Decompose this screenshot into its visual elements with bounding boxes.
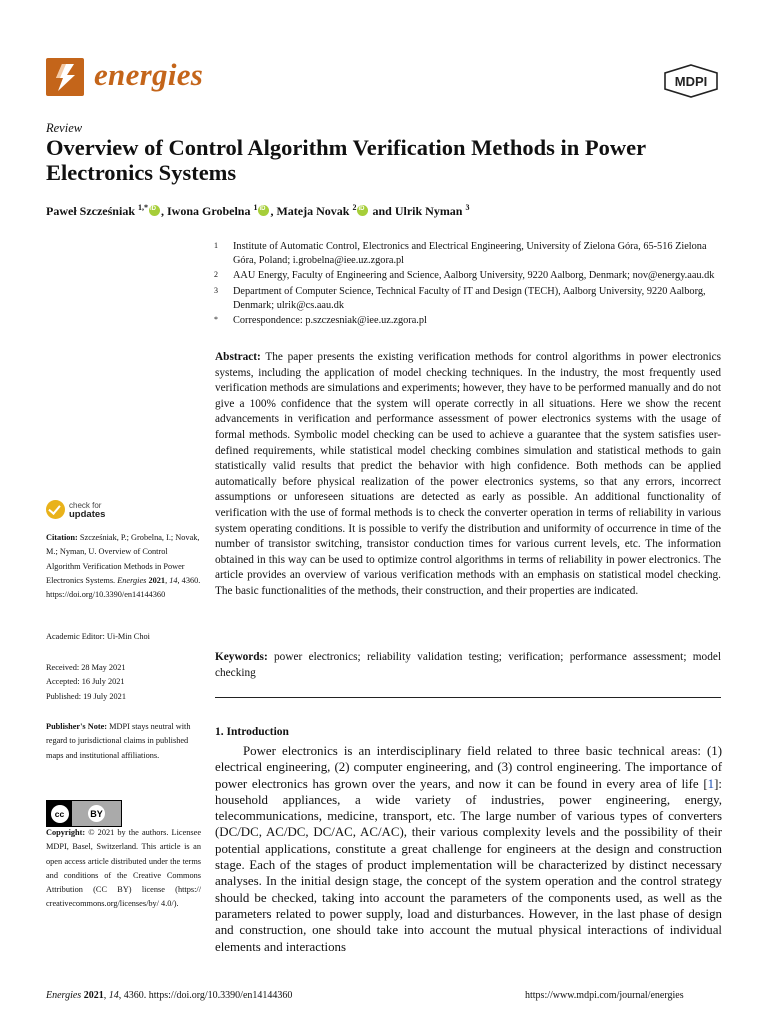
intro-text-1: Power electronics is an interdisciplinary field related to three basic technical areas: (1) electrical engineering, (2) computer engineering, and (3) control engineering. The importance of power electronics has grown over the years, and now it can be found in every area of life [	[215, 744, 722, 791]
orcid-icon[interactable]	[357, 205, 368, 216]
reference-link[interactable]: 1	[707, 776, 715, 791]
citation-volume: 14	[169, 575, 178, 585]
article-title: Overview of Control Algorithm Verification Methods in Power Electronics Systems	[46, 135, 646, 185]
abstract	[215, 350, 721, 600]
orcid-icon[interactable]	[149, 205, 160, 216]
affiliation-text: Department of Computer Science, Technical Faculty of IT and Design (TECH), Aalborg University, 9220 Aalborg, Denmark; ulrik@cs.aau.dk	[233, 285, 706, 311]
affiliation-text: Institute of Automatic Control, Electronics and Electrical Engineering, University of Zielona Góra, 65-516 Zielona Góra, Poland; i.grobelna@iee.uz.zgora.pl	[233, 241, 707, 267]
author-separator: and	[369, 204, 395, 218]
intro-text-2: ]: household appliances, a wide variety of industries, power engineering, energy, telecommunications, medicine, transport, etc. The large number of various types of converters (DC/DC, AC/DC, DC/AC, AC/AC), their various complexity levels and the possibility of their potential applications, constitute a great challenge for engineers at the design and construction stage. Each of the stages of product implementation will be characterized by distinct necessary analyses. In the initial design stage, the concept of the system operation and the control strategy should be checked, taking into account the parameters of the components used, as well as the parameters related to power supply, load and disturbances. However, in the last phase of design and construction, one should take into account the mutual physical interactions of individual elements and interactions	[215, 776, 722, 954]
footer-sep: ,	[103, 990, 109, 1001]
accepted-date: Accepted: 16 July 2021	[46, 677, 125, 687]
author-separator: ,	[161, 204, 167, 218]
academic-editor: Academic Editor: Ui-Min Choi	[46, 632, 150, 641]
citation-sep: ,	[165, 575, 170, 585]
checkmark-icon	[46, 500, 65, 519]
abstract-label: Abstract:	[215, 351, 261, 363]
footer-year: 2021	[81, 990, 104, 1001]
cc-icon: cc	[51, 805, 69, 823]
received-date: Received: 28 May 2021	[46, 663, 126, 672]
publisher-note	[46, 720, 201, 763]
journal-name: energies	[94, 57, 204, 92]
publisher-note-text: MDPI stays neutral with regard to jurisdictional claims in published maps and institutional affiliations.	[46, 722, 191, 760]
footer-journal: Energies	[46, 990, 82, 1001]
affiliation-item	[214, 285, 724, 313]
copyright-label: Copyright:	[46, 828, 86, 837]
author-affiliation-mark: 1	[253, 203, 258, 212]
affiliation-text: Correspondence: p.szczesniak@iee.uz.zgora.pl	[233, 315, 427, 327]
affiliation-text: AAU Energy, Faculty of Engineering and Science, Aalborg University, 9220 Aalborg, Denmark; nov@energy.aau.dk	[233, 270, 715, 282]
cc-by-license-badge[interactable]	[46, 800, 122, 827]
published-date: Published: 19 July 2021	[46, 691, 126, 701]
intro-paragraph	[215, 743, 722, 955]
footer-journal-url[interactable]: https://www.mdpi.com/journal/energies	[525, 990, 684, 1001]
author-separator: ,	[270, 204, 277, 218]
lightning-bolt-icon	[46, 58, 84, 96]
author-name: Mateja Novak	[276, 204, 353, 218]
check-for-label: check for	[69, 500, 102, 510]
publisher-logo	[663, 64, 719, 98]
abstract-text: The paper presents the existing verification methods for control algorithms in power electronics systems, including the application of model checking techniques. In the industry, the most frequently used verification methods are simulations and experiments; however, they have to be performed manually and do not give a 100% confidence that the system will operate correctly in all situations. Here we show the recent advancements in verification and performance assessment of power electronics systems with the usage of formal methods. Symbolic model checking can be used to achieve a guarantee that the system satisfies user-defined requirements, while statistical model checking combines simulation and statistical methods to gain statistically valid results that predict the behavior with high confidence. Both methods can be applied automatically before physical realization of the power electronics systems, so that any errors, incorrect assumptions or unforeseen situations are detected as early as possible. An additional functionality of verification with the use of formal methods is to check the converter operation in terms of reliability in various system operating conditions. It is possible to verify the distribution and uniformity of occurrence in time of the number of transistor switching, transistor conduction times for various current levels, etc. The information obtained in this way can be used to optimize control algorithms in terms of reliability in power electronics. The article provides an overview of various verification methods with an emphasis on statistical model checking. The basic functionalities of the methods, their construction, and their properties are indicated.	[215, 351, 721, 597]
article-type: Review	[46, 121, 83, 135]
author-affiliation-mark: 1,*	[138, 203, 148, 212]
author-list	[46, 203, 469, 219]
section-divider	[215, 697, 721, 698]
citation-pages: , 4360.	[177, 575, 201, 585]
author-affiliation-mark: 2	[352, 203, 357, 212]
affiliations	[214, 240, 724, 329]
copyright-text: © 2021 by the authors. Licensee MDPI, Basel, Switzerland. This article is an open access article distributed under the terms and conditions of the Creative Commons Attribution (CC BY) license (https:// creativecommons.org/licenses/by/ 4.0/).	[46, 828, 202, 909]
citation	[46, 531, 201, 602]
orcid-icon[interactable]	[258, 205, 269, 216]
introduction-body	[215, 743, 722, 955]
footer-doi[interactable]: , 4360. https://doi.org/10.3390/en14144360	[118, 990, 293, 1001]
author-name: Paweł Szcześniak	[46, 204, 138, 218]
citation-label: Citation:	[46, 533, 78, 542]
keywords-text: power electronics; reliability validation testing; verification; performance assessment; model checking	[215, 651, 721, 679]
author-affiliation-mark: 3	[465, 203, 470, 212]
affiliation-number: *	[214, 315, 218, 325]
author-name: Ulrik Nyman	[394, 204, 466, 218]
by-icon: BY	[88, 805, 105, 822]
affiliation-item	[214, 269, 724, 283]
affiliation-number: 3	[214, 285, 218, 295]
journal-logo	[46, 58, 84, 96]
citation-doi-link[interactable]: https://doi.org/10.3390/en14144360	[46, 590, 166, 600]
author-name: Iwona Grobelna	[167, 204, 254, 218]
citation-text: Szcześniak, P.; Grobelna, I.; Novak, M.; Nyman, U. Overview of Control Algorithm Verification Methods in Power Electronics Systems.	[46, 533, 200, 585]
citation-journal: Energies	[117, 575, 147, 585]
affiliation-number: 1	[214, 241, 218, 250]
footer-citation	[46, 990, 292, 1001]
publisher-logo-text: MDPI	[674, 74, 708, 89]
section-heading: 1. Introduction	[215, 726, 289, 738]
keywords-label: Keywords:	[215, 651, 268, 663]
keywords	[215, 650, 721, 681]
publication-dates	[46, 661, 201, 704]
updates-label: updates	[69, 508, 106, 520]
affiliation-item	[214, 240, 724, 268]
publisher-note-label: Publisher's Note:	[46, 722, 108, 731]
citation-year: 2021	[146, 575, 166, 585]
affiliation-number: 2	[214, 270, 218, 280]
affiliation-item	[214, 314, 724, 328]
copyright	[46, 826, 201, 912]
check-for-updates-button[interactable]	[46, 500, 105, 519]
footer-volume: 14	[108, 990, 119, 1001]
